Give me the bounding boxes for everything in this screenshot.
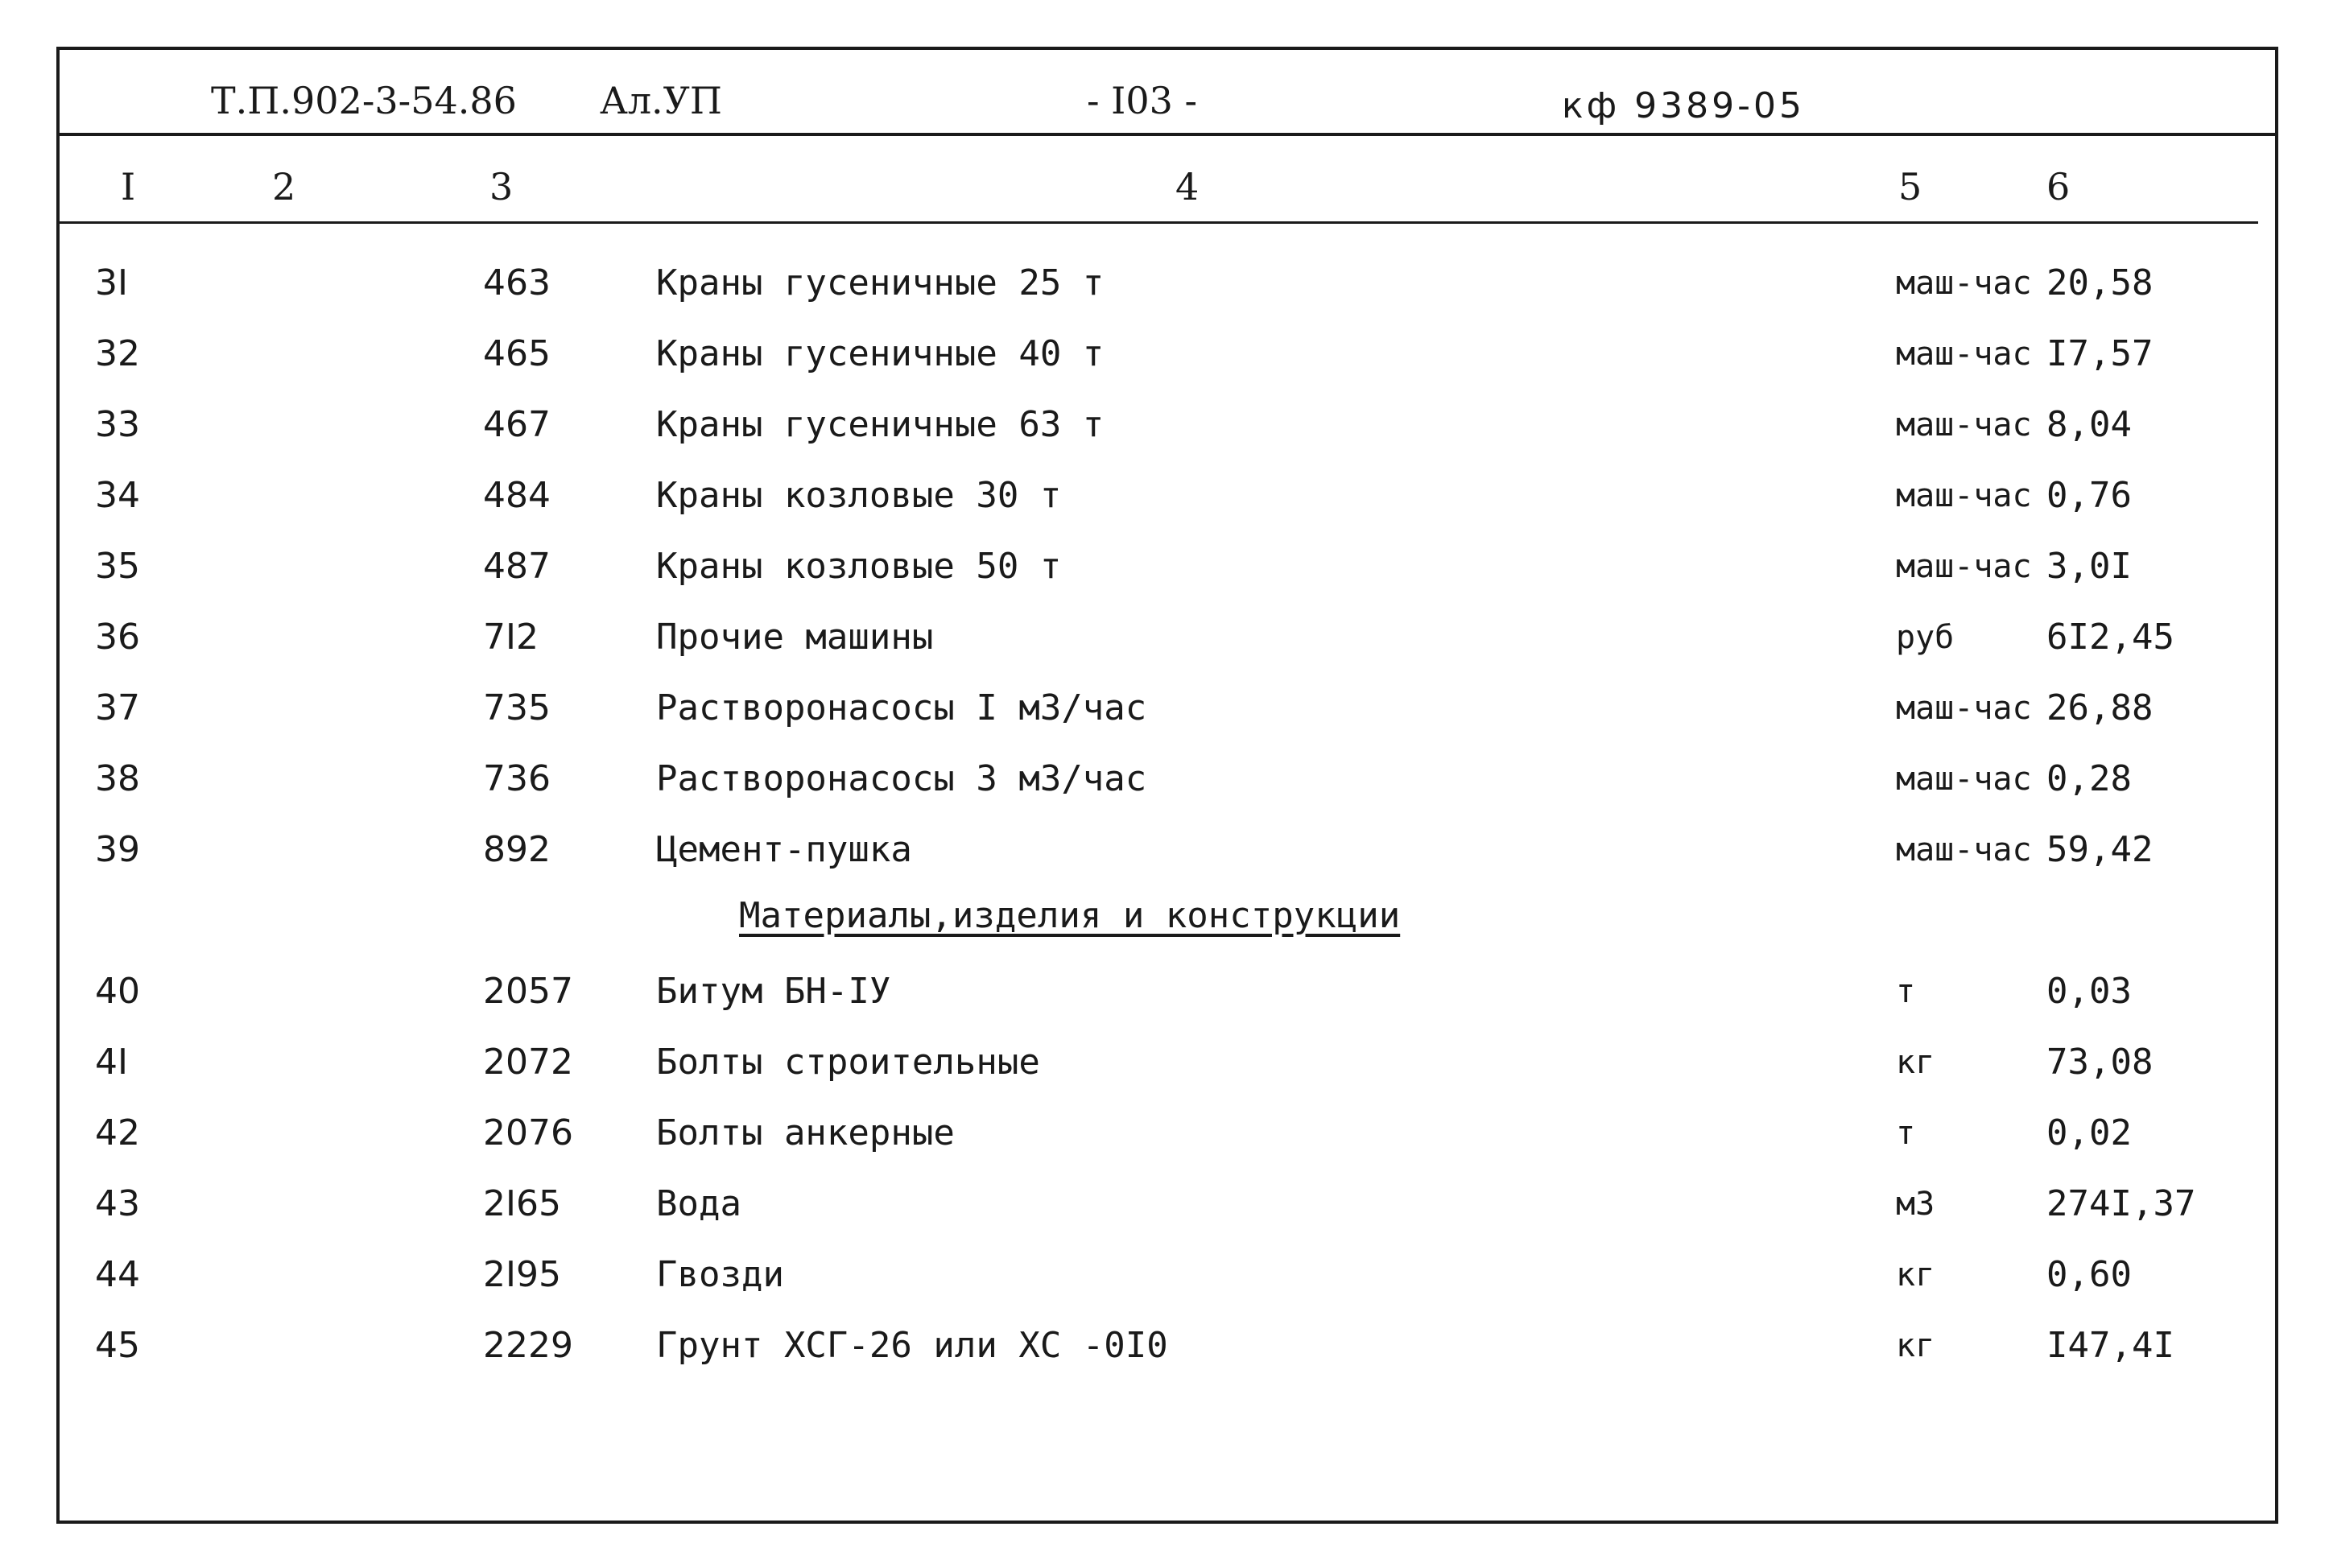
column-header-5: 5: [1898, 165, 1922, 208]
table-row: [0, 319, 2329, 390]
quantity: 20,58: [2046, 262, 2153, 303]
table-row: [0, 1240, 2329, 1310]
row-number: 44: [95, 1254, 140, 1295]
resource-name: Гвозди: [656, 1254, 784, 1295]
row-number: 3I: [95, 262, 128, 303]
resource-name: Краны козловые 30 т: [656, 475, 1062, 516]
quantity: 26,88: [2046, 687, 2153, 728]
album-number: Ал.УП: [600, 79, 723, 122]
table-row: [0, 815, 2329, 885]
table-row: [0, 460, 2329, 531]
row-number: 43: [95, 1183, 140, 1224]
resource-name: Краны гусеничные 63 т: [656, 404, 1105, 445]
unit: маш-час: [1896, 265, 2032, 302]
table-row: [0, 1027, 2329, 1098]
quantity: 0,60: [2046, 1254, 2132, 1295]
quantity: 3,0I: [2046, 546, 2132, 587]
table-row: [0, 248, 2329, 319]
unit: маш-час: [1896, 477, 2032, 514]
quantity: 0,76: [2046, 475, 2132, 516]
unit: маш-час: [1896, 690, 2032, 727]
table-row: [0, 956, 2329, 1027]
resource-code: 487: [483, 546, 551, 587]
row-number: 45: [95, 1325, 140, 1366]
resource-code: 7I2: [483, 617, 539, 658]
column-header-6: 6: [2046, 165, 2071, 208]
quantity: 8,04: [2046, 404, 2132, 445]
resource-name: Краны гусеничные 25 т: [656, 262, 1105, 303]
table-row: [0, 673, 2329, 744]
unit: м3: [1896, 1186, 1935, 1223]
row-number: 38: [95, 758, 140, 799]
table-row: [0, 744, 2329, 815]
resource-code: 2I65: [483, 1183, 561, 1224]
row-number: 34: [95, 475, 140, 516]
resource-code: 484: [483, 475, 551, 516]
resource-name: Грунт ХСГ-26 или ХС -0I0: [656, 1325, 1168, 1366]
table-row: [0, 1310, 2329, 1381]
unit: кг: [1896, 1044, 1935, 1081]
resource-code: 2072: [483, 1042, 573, 1083]
unit: руб: [1896, 619, 1955, 656]
table-row: [0, 602, 2329, 673]
unit: маш-час: [1896, 548, 2032, 585]
resource-code: 2076: [483, 1112, 573, 1153]
unit: маш-час: [1896, 336, 2032, 373]
quantity: 59,42: [2046, 829, 2153, 870]
resource-name: Краны гусеничные 40 т: [656, 333, 1105, 374]
unit: маш-час: [1896, 761, 2032, 798]
column-header-2: 2: [272, 165, 296, 208]
resource-name: Прочие машины: [656, 617, 934, 658]
row-number: 35: [95, 546, 140, 587]
unit: кг: [1896, 1327, 1935, 1364]
resource-name: Битум БН-IУ: [656, 971, 891, 1012]
resource-name: Болты строительные: [656, 1042, 1040, 1083]
row-number: 37: [95, 687, 140, 728]
resource-code: 2057: [483, 971, 573, 1012]
table-row: [0, 390, 2329, 460]
unit: т: [1896, 1115, 1916, 1152]
quantity: 0,28: [2046, 758, 2132, 799]
unit: кг: [1896, 1256, 1935, 1294]
resource-name: Вода: [656, 1183, 741, 1224]
resource-code: 2229: [483, 1325, 573, 1366]
resource-code: 735: [483, 687, 551, 728]
quantity: 0,02: [2046, 1112, 2132, 1153]
resource-name: Краны козловые 50 т: [656, 546, 1062, 587]
resource-code: 467: [483, 404, 551, 445]
resource-code: 736: [483, 758, 551, 799]
quantity: I7,57: [2046, 333, 2153, 374]
archive-code: кф 9389-05: [1562, 85, 1806, 126]
table-row: [0, 1169, 2329, 1240]
resource-name: Цемент-пушка: [656, 829, 912, 870]
row-number: 4I: [95, 1042, 128, 1083]
page-number: - I03 -: [1087, 79, 1198, 122]
document-reference: Т.П.902-3-54.86: [211, 79, 517, 122]
quantity: 6I2,45: [2046, 617, 2174, 658]
resource-name: Болты анкерные: [656, 1112, 955, 1153]
unit: маш-час: [1896, 831, 2032, 869]
row-number: 39: [95, 829, 140, 870]
unit: маш-час: [1896, 406, 2032, 444]
table-row: [0, 1098, 2329, 1169]
section-title-materials: Материалы,изделия и конструкции: [739, 895, 1401, 936]
row-number: 40: [95, 971, 140, 1012]
row-number: 36: [95, 617, 140, 658]
unit: т: [1896, 973, 1916, 1010]
resource-code: 463: [483, 262, 551, 303]
row-number: 42: [95, 1112, 140, 1153]
row-number: 32: [95, 333, 140, 374]
resource-name: Растворонасосы 3 м3/час: [656, 758, 1147, 799]
resource-code: 892: [483, 829, 551, 870]
row-number: 33: [95, 404, 140, 445]
column-header-4: 4: [1175, 165, 1200, 208]
resource-code: 2I95: [483, 1254, 561, 1295]
column-header-1: I: [121, 165, 136, 208]
table-row: [0, 531, 2329, 602]
resource-code: 465: [483, 333, 551, 374]
quantity: 0,03: [2046, 971, 2132, 1012]
resource-name: Растворонасосы I м3/час: [656, 687, 1147, 728]
quantity: 73,08: [2046, 1042, 2153, 1083]
quantity: 274I,37: [2046, 1183, 2196, 1224]
column-header-3: 3: [489, 165, 514, 208]
quantity: I47,4I: [2046, 1325, 2174, 1366]
